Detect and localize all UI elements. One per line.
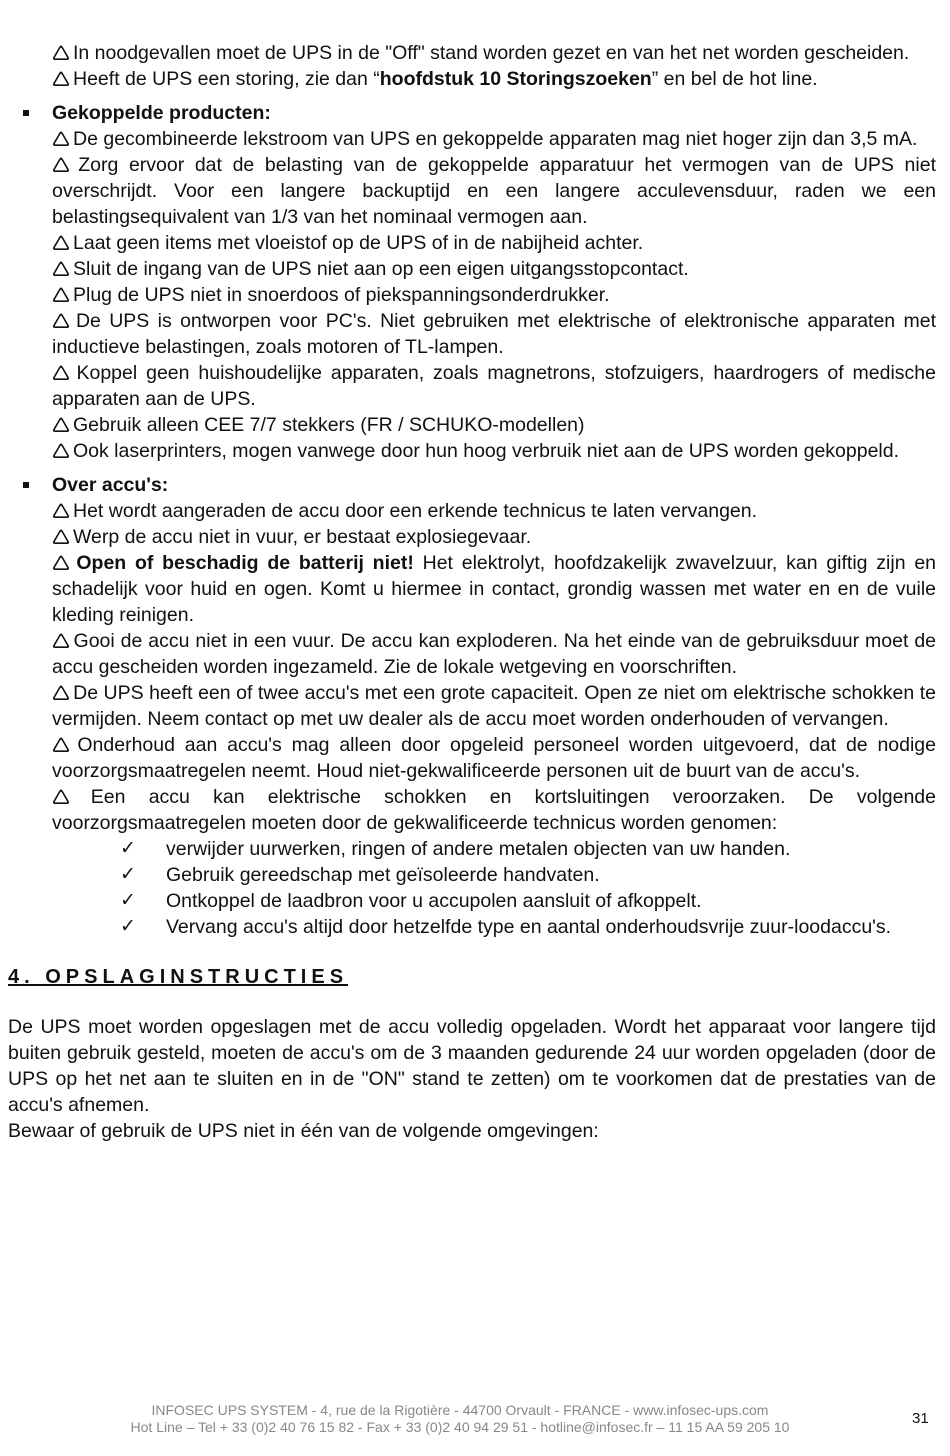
- list-item: 🛆 Open of beschadig de batterij niet! Het elektrolyt, hoofdzakelijk zwavelzuur, kan giftig zijn en schadelijk voor huid en ogen. Komt u hiermee in contact, grondig wassen met water en en de vuile kleding reinigen.: [52, 552, 937, 626]
- list-item: 🛆 Zorg ervoor dat de belasting van de gekoppelde apparatuur het vermogen van de UPS niet overschrijdt. Voor een langere backuptijd en een langere acculevensduur, raden we een belastingsequivalent van 1/3 van het nominaal vermogen aan.: [52, 154, 936, 228]
- item-text: In noodgevallen moet de UPS in de "Off" stand worden gezet en van het net worden gescheiden.: [73, 42, 910, 64]
- item-text: Heeft de UPS een storing, zie dan “: [73, 68, 380, 90]
- checklist-item: ✓ Vervang accu's altijd door hetzelfde type en aantal onderhoudsvrije zuur-loodaccu's.: [120, 916, 892, 938]
- checklist-item: ✓ Ontkoppel de laadbron voor u accupolen aansluit of afkoppelt.: [120, 890, 702, 912]
- footer-contact: Hot Line – Tel + 33 (0)2 40 76 15 82 - Fax + 33 (0)2 40 94 29 51 - hotline@infosec.fr – 11 15 AA 59 205 10: [130, 1419, 790, 1435]
- diamond-bullet-icon: 🛆: [52, 233, 70, 253]
- diamond-bullet-icon: 🛆: [52, 69, 70, 89]
- diamond-bullet-icon: 🛆: [52, 415, 70, 435]
- square-bullet-icon: [23, 110, 29, 116]
- section-heading-batteries: Over accu's:: [52, 472, 936, 498]
- checklist-item: ✓ Gebruik gereedschap met geïsoleerde handvaten.: [120, 864, 600, 886]
- list-item: 🛆 De UPS is ontworpen voor PC's. Niet gebruiken met elektrische of elektronische apparaten met inductieve belastingen, zoals motoren of TL-lampen.: [52, 310, 937, 358]
- diamond-bullet-icon: 🛆: [52, 259, 70, 279]
- list-item: 🛆 Onderhoud aan accu's mag alleen door opgeleid personeel worden uitgevoerd, dat de nodige voorzorgsmaatregelen neemt. Houd niet-gekwalificeerde personen uit de buurt van de accu's.: [52, 734, 936, 782]
- chapter-reference: hoofdstuk 10 Storingszoeken: [379, 68, 652, 90]
- diamond-bullet-icon: 🛆: [52, 155, 76, 175]
- square-bullet-icon: [23, 482, 29, 488]
- page-number: 31: [912, 1410, 929, 1427]
- checklist-item: ✓ verwijder uurwerken, ringen of andere metalen objecten van uw handen.: [120, 838, 791, 860]
- list-item: 🛆 De gecombineerde lekstroom van UPS en gekoppelde apparaten mag niet hoger zijn dan 3,5 mA.: [52, 128, 918, 150]
- page-footer: [0, 1402, 950, 1436]
- storage-warning-line: Bewaar of gebruik de UPS niet in één van de volgende omgevingen:: [8, 1120, 599, 1142]
- section-heading-products: Gekoppelde producten:: [52, 100, 936, 126]
- diamond-bullet-icon: 🛆: [52, 735, 75, 755]
- diamond-bullet-icon: 🛆: [52, 129, 70, 149]
- list-item: 🛆 De UPS heeft een of twee accu's met een grote capaciteit. Open ze niet om elektrische schokken te vermijden. Neem contact op met uw dealer als de accu moet worden onderhouden of vervangen.: [52, 682, 936, 730]
- diamond-bullet-icon: 🛆: [52, 43, 70, 63]
- intro-item: [52, 66, 936, 92]
- intro-item: [52, 40, 936, 66]
- checkmark-icon: ✓: [120, 890, 136, 911]
- diamond-bullet-icon: 🛆: [52, 311, 73, 331]
- list-item: 🛆 Ook laserprinters, mogen vanwege door hun hoog verbruik niet aan de UPS worden gekoppeld.: [52, 440, 900, 462]
- footer-address: INFOSEC UPS SYSTEM - 4, rue de la Rigotière - 44700 Orvault - FRANCE - www.infosec-ups.com: [151, 1402, 769, 1418]
- item-text: ” en bel de hot line.: [651, 68, 818, 90]
- diamond-bullet-icon: 🛆: [52, 553, 74, 573]
- diamond-bullet-icon: 🛆: [52, 631, 71, 651]
- list-item: 🛆 Gebruik alleen CEE 7/7 stekkers (FR / SCHUKO-modellen): [52, 414, 585, 436]
- list-item: 🛆 Plug de UPS niet in snoerdoos of piekspanningsonderdrukker.: [52, 284, 610, 306]
- list-item: 🛆 Laat geen items met vloeistof op de UPS of in de nabijheid achter.: [52, 232, 644, 254]
- list-item: 🛆 Het wordt aangeraden de accu door een erkende technicus te laten vervangen.: [52, 500, 758, 522]
- checkmark-icon: ✓: [120, 916, 136, 937]
- list-item: 🛆 Gooi de accu niet in een vuur. De accu kan exploderen. Na het einde van de gebruiksduur moet de accu gescheiden worden ingezameld. Zie de lokale wetgeving en voorschriften.: [52, 630, 937, 678]
- page-content: [0, 40, 950, 1144]
- diamond-bullet-icon: 🛆: [52, 285, 70, 305]
- chapter-heading: 4. OPSLAGINSTRUCTIES: [8, 966, 349, 988]
- diamond-bullet-icon: 🛆: [52, 527, 70, 547]
- list-item: 🛆 Werp de accu niet in vuur, er bestaat explosiegevaar.: [52, 526, 532, 548]
- list-item: 🛆 Koppel geen huishoudelijke apparaten, zoals magnetrons, stofzuigers, haardrogers of medische apparaten aan de UPS.: [52, 362, 936, 410]
- checkmark-icon: ✓: [120, 838, 136, 859]
- precaution-checklist: [120, 836, 936, 940]
- diamond-bullet-icon: 🛆: [52, 683, 71, 703]
- diamond-bullet-icon: 🛆: [52, 787, 88, 807]
- storage-paragraph: De UPS moet worden opgeslagen met de accu volledig opgeladen. Wordt het apparaat voor langere tijd buiten gebruik gesteld, moeten de accu's om de 3 maanden gedurende 24 uur worden opgeladen (door de UPS op het net aan te sluiten en in de "ON" stand te zetten) om te voorkomen dat de prestaties van de accu's afnemen.: [8, 1016, 936, 1116]
- diamond-bullet-icon: 🛆: [52, 363, 74, 383]
- list-item: 🛆 Sluit de ingang van de UPS niet aan op een eigen uitgangsstopcontact.: [52, 258, 689, 280]
- checkmark-icon: ✓: [120, 864, 136, 885]
- diamond-bullet-icon: 🛆: [52, 441, 70, 461]
- diamond-bullet-icon: 🛆: [52, 501, 70, 521]
- warning-text: Open of beschadig de batterij niet!: [76, 552, 414, 574]
- list-item: 🛆 Een accu kan elektrische schokken en kortsluitingen veroorzaken. De volgende voorzorgsmaatregelen moeten door de gekwalificeerde technicus worden genomen:: [52, 786, 937, 834]
